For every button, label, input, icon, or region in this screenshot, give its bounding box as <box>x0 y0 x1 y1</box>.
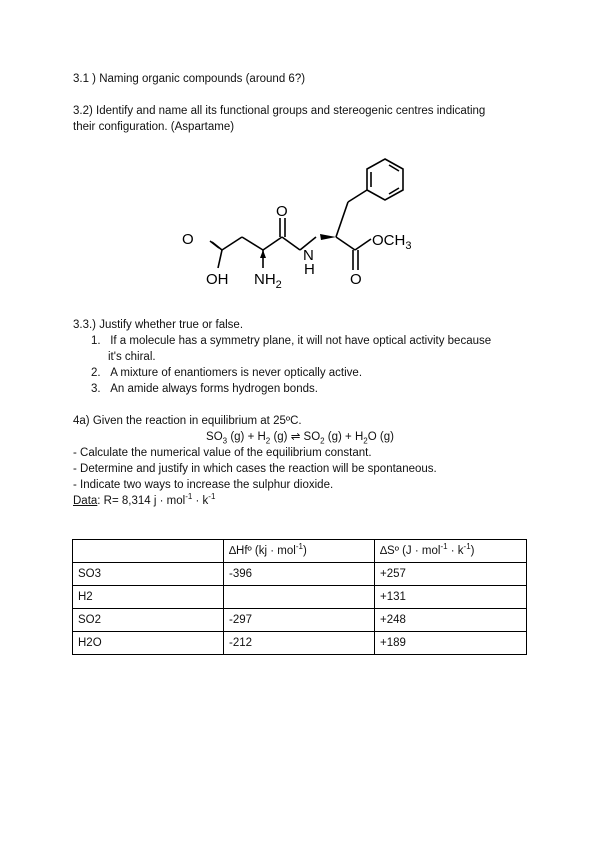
species-cell: SO2 <box>73 609 224 632</box>
atom-nh2: $NH_2$ <box>254 271 282 291</box>
benzene-ring <box>367 159 403 200</box>
table-row <box>73 563 527 586</box>
list-item-3: 3. An amide always forms hydrogen bonds. <box>91 383 318 395</box>
list-item-1: 1. If a molecule has a symmetry plane, it will not have optical activity because <box>91 335 492 347</box>
task-3: - Indicate two ways to increase the sulphur dioxide. <box>73 479 334 491</box>
wedge-bond-2 <box>260 250 266 258</box>
list-item-1-cont: it's chiral. <box>108 351 156 363</box>
species-cell: H2O <box>73 632 224 655</box>
aspartame-structure <box>170 150 430 295</box>
atom-n: N <box>303 247 314 264</box>
dhf-cell: -297 <box>224 609 375 632</box>
dhf-cell: -212 <box>224 632 375 655</box>
atom-h: H <box>304 261 315 278</box>
ds-cell: +248 <box>375 609 527 632</box>
list-item-2: 2. A mixture of enantiomers is never optically active. <box>91 367 363 379</box>
ds-cell: +131 <box>375 586 527 609</box>
species-cell: SO3 <box>73 563 224 586</box>
thermo-table <box>72 539 527 655</box>
species-cell: H2 <box>73 586 224 609</box>
table-row <box>73 632 527 655</box>
atom-o-amide: O <box>276 203 288 220</box>
question-3-3-title: 3.3.) Justify whether true or false. <box>73 319 244 331</box>
table-header-row <box>73 540 527 563</box>
table-row <box>73 586 527 609</box>
task-2: - Determine and justify in which cases the reaction will be spontaneous. <box>73 463 437 475</box>
dhf-cell: -396 <box>224 563 375 586</box>
ds-cell: +257 <box>375 563 527 586</box>
question-4a-title: 4a) Given the reaction in equilibrium at 25ºC. <box>73 415 302 427</box>
ds-cell: +189 <box>375 632 527 655</box>
atom-oh: OH <box>206 271 229 288</box>
header-cell-ds: ∆Sº $(J \cdot mol^{-1} \cdot k^{-1})$ <box>375 540 527 563</box>
atom-och3: $OCH_3$ <box>372 232 412 252</box>
question-3-2-line2: their configuration. (Aspartame) <box>73 121 235 133</box>
atom-o-acid: O <box>182 231 194 248</box>
wedge-bond <box>320 234 336 240</box>
task-1: - Calculate the numerical value of the equilibrium constant. <box>73 447 372 459</box>
question-3-2-line1: 3.2) Identify and name all its functional groups and stereogenic centres indicating <box>73 105 486 117</box>
question-3-1: 3.1 ) Naming organic compounds (around 6?) <box>73 73 306 85</box>
reaction-equation: $SO_3$ $(g) + H_2$ (g) ⇌ $SO_2$ $(g) + H_2O$ (g) <box>206 431 394 446</box>
data-line: Data: R= 8,314 $j \cdot mol^{-1} \cdot k^{-1}$ <box>73 492 216 507</box>
header-cell-empty <box>73 540 224 563</box>
dhf-cell <box>224 586 375 609</box>
data-label: Data <box>73 495 98 507</box>
atom-o-ester: O <box>350 271 362 288</box>
table-row <box>73 609 527 632</box>
header-cell-dhf: ∆Hfº (kj · mol$^{-1}$) <box>224 540 375 563</box>
